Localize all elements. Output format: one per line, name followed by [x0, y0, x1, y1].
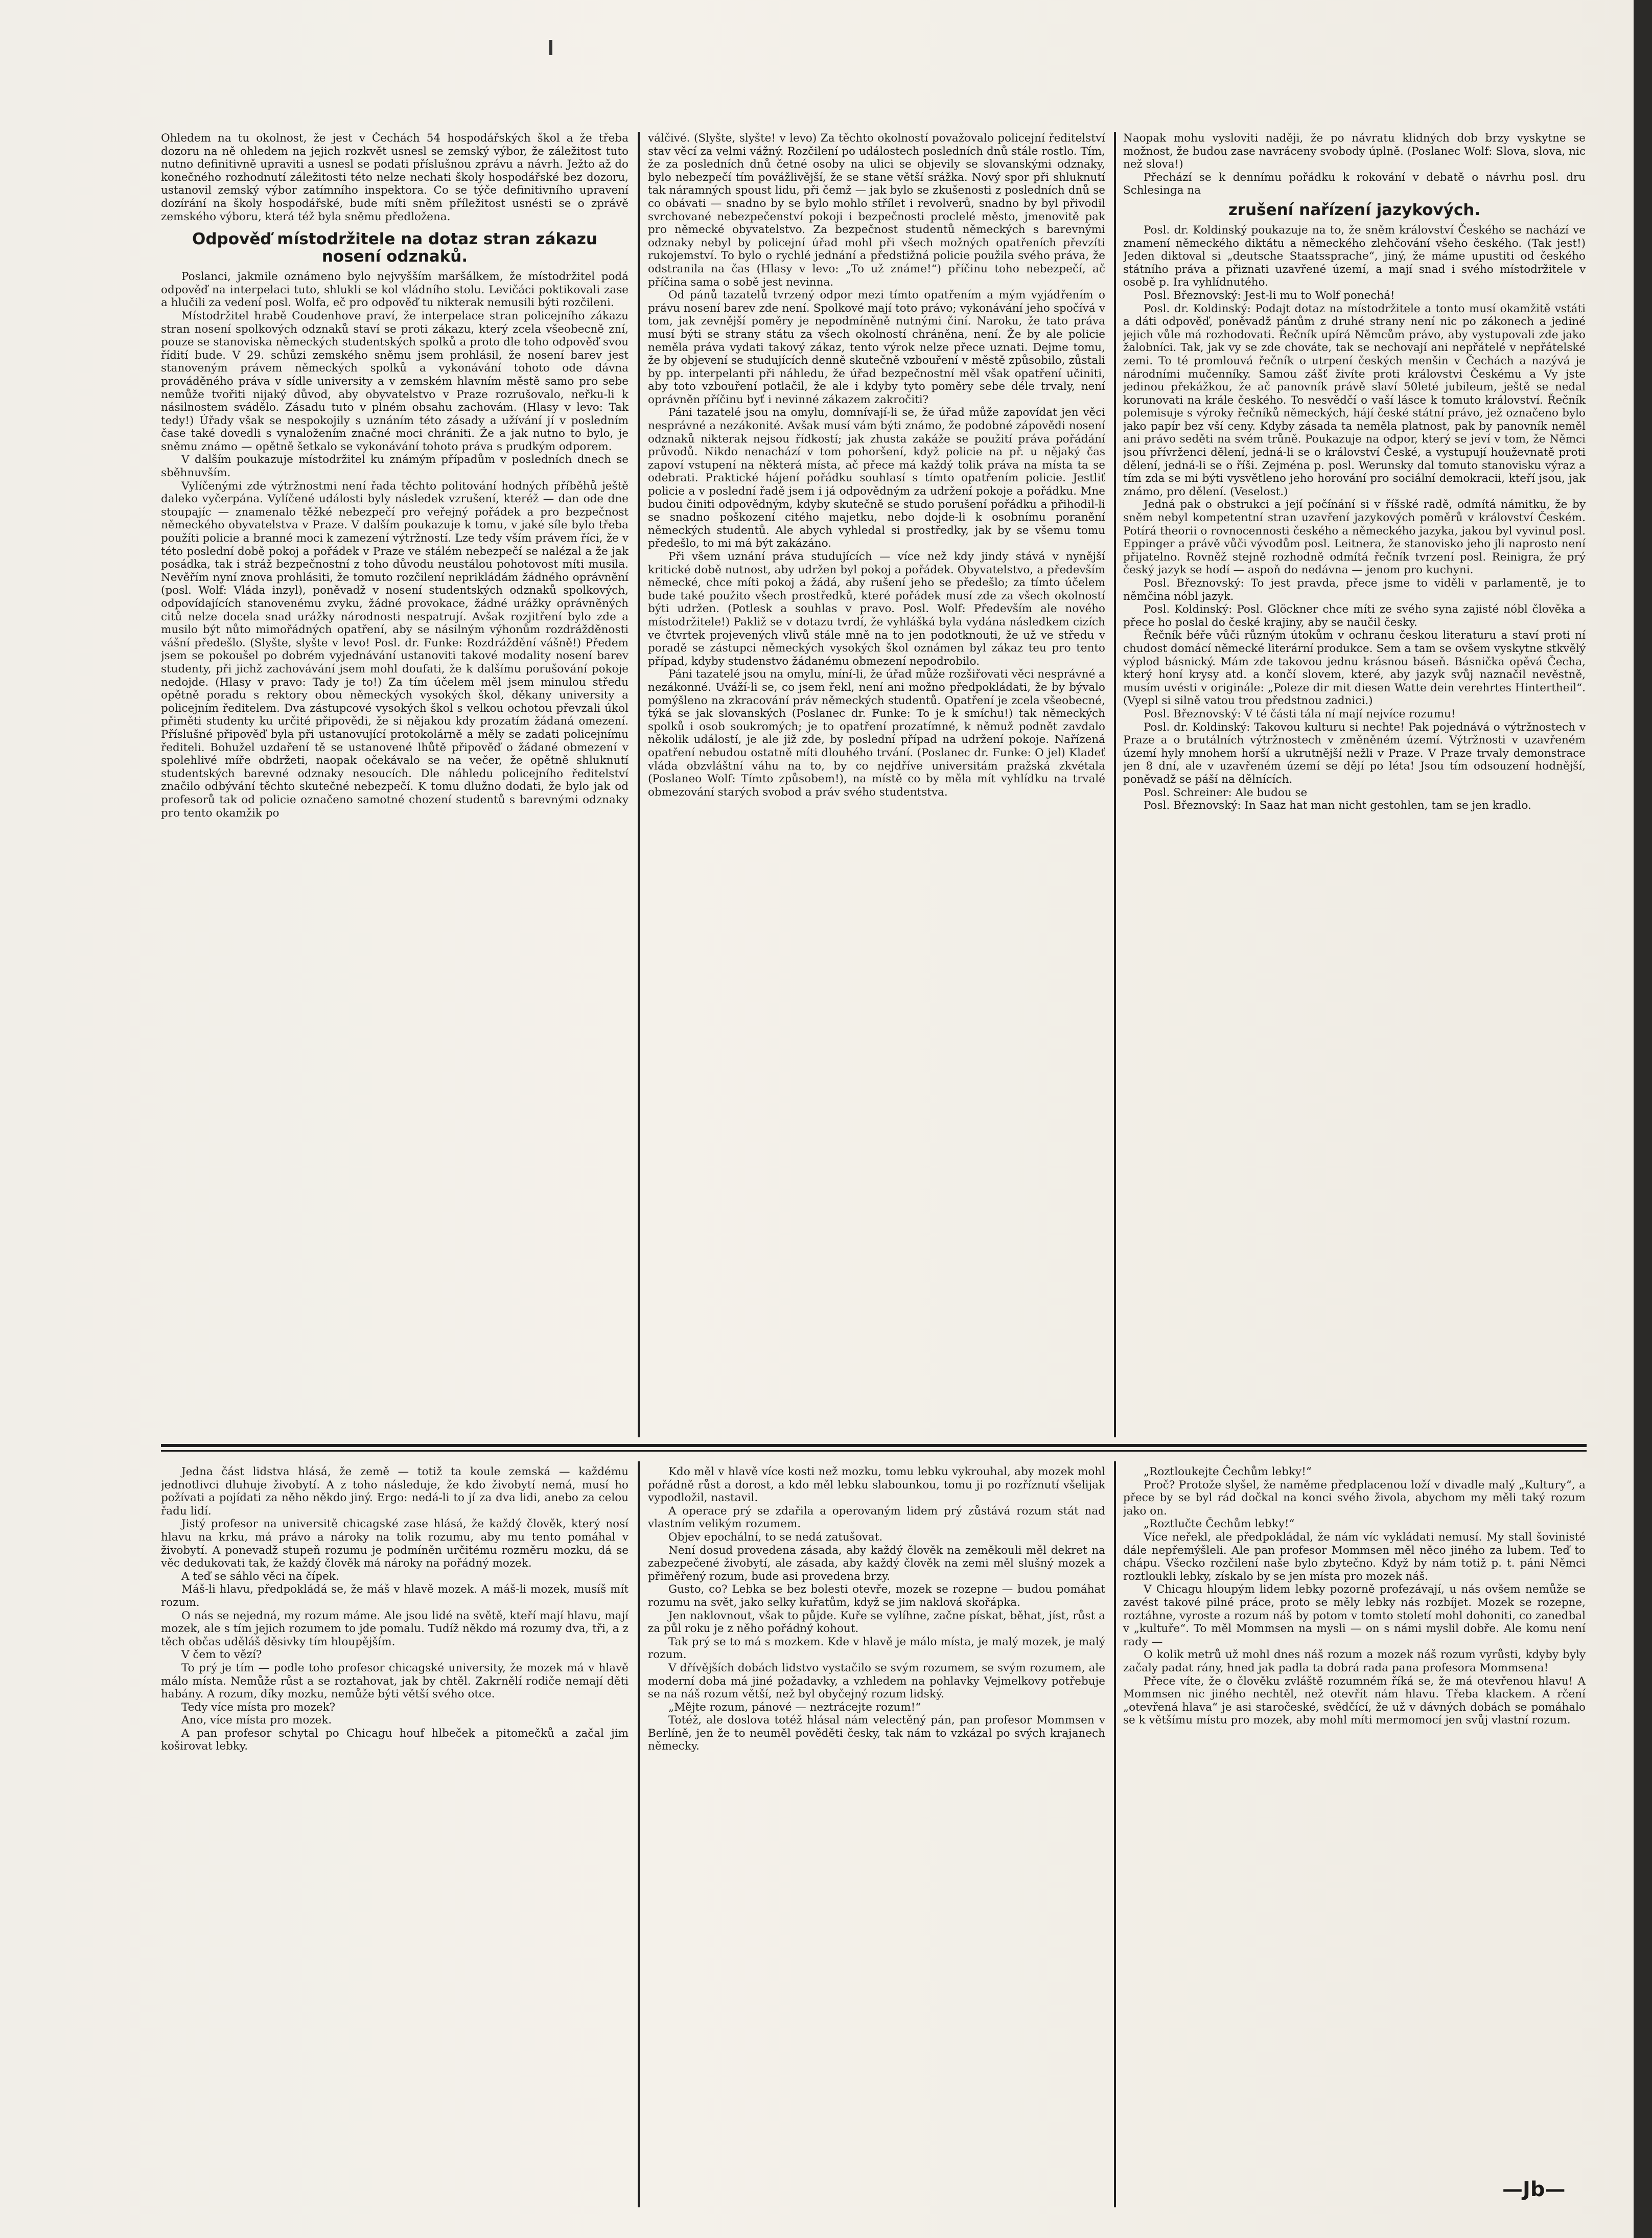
paragraph: Jedna část lidstva hlásá, že země — totiž ta koule zemská — každému jednotlivci dluhuje živobytí. A z toho následuje, že kdo živobytí nemá, musí ho požívati a pojídati za něho někdo jiný. Ergo: nedá-li to jí za dva lidi, anebo za celou řadu lidí.: [161, 1465, 629, 1518]
column-1: [161, 132, 629, 1440]
paragraph: Jedná pak o obstrukci a její počínání si v říšské radě, odmítá námitku, že by sněm nebyl kompetentní stran uzavření jazykových poměrů v království Českém. Potírá theorii o rovnocennosti českého a německého jazyka, jakou byl vyvinul posl. Eppinger a právě vůči vývodům posl. Leitnera, že stanovisko jeho jli naprosto není přijatelno. Rovněž stejně rozhodně odmítá řečník tvrzení posl. Reinigra, že prý český jazyk se hodí — aspoň do nedávna — jenom pro kuchyni.: [1123, 498, 1586, 577]
paragraph: Jen naklovnout, však to půjde. Kuře se vylíhne, začne pískat, běhat, jíst, růst a za půl roku je z něho pořádný kohout.: [648, 1609, 1105, 1636]
paragraph: „Roztlučte Čechům lebky!“: [1144, 1518, 1295, 1531]
section-heading: zrušení nařízení jazykových.: [1228, 200, 1481, 219]
section-divider: [161, 1444, 1587, 1447]
section-divider: [161, 1450, 1587, 1452]
feuilleton-column-2: [648, 1465, 1105, 2201]
paragraph: Není dosud provedena zásada, aby každý člověk na zeměkouli měl dekret na zabezpečené živobytí, ale zásada, aby každý člověk na zemi měl slušný mozek a přiměřený rozum, bude asi provedena brzy.: [648, 1544, 1105, 1583]
paragraph: Posl. dr. Koldinský poukazuje na to, že sněm království Českého se nachází ve znamení německého diktátu a německého zlehčování všeho českého. (Tak jest!) Jeden diktoval si „deutsche Staatssprache“, jiný, že máme upustiti od českého státního práva a přiznati uzavřené území, a mají snad i svého místodržitele v osobě p. Ira vyhlídnutého.: [1123, 223, 1586, 289]
column-divider: [1114, 1461, 1116, 2207]
feuilleton-column-1: [161, 1465, 629, 2201]
feuilleton-column-3: [1123, 1465, 1586, 2171]
paragraph: válčivé. (Slyšte, slyšte! v levo) Za těchto okolností považovalo policejní ředitelství stav věcí za velmi vážný. Rozčilení po událostech posledních dnů stále rostlo. Tím, že za posledních dnů četné osoby na ulici se objevily se slovanskými odznaky, bylo nebezpečí tím povážlivější, že se stane větší srážka. Nový spor při shluknutí tak náramných spoust lidu, při čemž — jak bylo se zkušenosti z posledních dnů se co obávati — snadno by se bylo mohlo střílet i revolverů, snadno by byl přivodil svrchované nebezpečenství pokoji i bezpečnosti proclelé město, jmenovitě pak pro německé obyvatelstvo. Za bezpečnost studentů německých s barevnými odznaky nebyl by policejní úřad mohl při všech možných opatřeních převzíti rukojemství. To bylo o rychlé jednání a předstižná policie použila svého práva, že odstranila na čas (Hlasy v levo: „To už známe!“) příčinu toho nebezpečí, ač příčina sama o sobě jest nevinna.: [648, 132, 1105, 289]
paragraph: Páni tazatelé jsou na omylu, míní-li, že úřad může rozšiřovati věci nesprávné a nezákonné. Uváží-li se, co jsem řekl, není ani možno předpokládati, že by bývalo pomýšleno na zkracování práv německých studentů. Opatření je zcela všeobecné, týká se jak slovanských (Poslanec dr. Funke: To je k smíchu!) tak německých spolků i osob soukromých; je to opatření prozatímné, k němuž podnět zavdalo několik událostí, je ale již zde, by poslední případ na udržení pokoje. Nařízená opatření nebudou ostatně míti dlouhého trvání. (Poslanec dr. Funke: O jel) Kladeť vláda obzvláštní váhu na to, by co nejdříve universitám pražská zkvétala (Poslaneo Wolf: Tímto způsobem!), na místě co by měla mít vyhlídku na trvalé obmezování starých svobod a práv svého studentstva.: [648, 668, 1105, 799]
paragraph: Při všem uznání práva studujících — více než kdy jindy stává v nynější kritické době nutnost, aby udržen byl pokoj a pořádek. Obyvatelstvo, a především německé, chce míti pokoj a žádá, aby rušení jeho se předešlo; za tímto účelem bude také použito všech prostředků, které pořádek musí zde za všech okolností býti udržen. (Potlesk a souhlas v pravo. Posl. Wolf: Především ale nového místodržitele!) Pakliž se v dotazu tvrdí, že vyhlášká byla vydána následkem cizích ve čtvrtek projevených vlivů stále mně na to jen podotknouti, že už ve středu v poradě se zástupci německých vysokých škol oznámen byl zákaz teu pro tento případ, kdyby studenstvo žádanému obmezení nepodrobilo.: [648, 550, 1105, 668]
paragraph: Místodržitel hrabě Coudenhove praví, že interpelace stran policejního zákazu stran nosení spolkových odznaků staví se proti zákazu, který zcela všeobecně zní, pouze se stanoviska německých studentských spolků a proto dle toho odpověď svou řídití bude. V 29. schůzi zemského sněmu jsem prohlásil, že nosení barev jest stanoveným právem německých spolků a vykonávání tohoto ode dávna prováděného práva v sídle university a v zemském hlavním městě samo pro sebe nemůže tvořiti nijaký důvod, aby obyvatelstvo v Praze rozrušovalo, neřku-li k násilnostem svádělo. Zásadu tuto v plném obsahu zachovám. (Hlasy v levo: Tak tedy!) Úřady však se nespokojily s uznáním této zásady a užívání jí v posledním čase také dovedli s vynaložením značné moci chrániti. Že a jak nutno to bylo, je sněmu známo — opětně šetkalo se vykonávání tohoto práva s prudkým odporem.: [161, 309, 629, 453]
paragraph: Totéž, ale doslova totéž hlásal nám velectěný pán, pan profesor Mommsen v Berlíně, jen že to neuměl pověděti česky, tak nám to vzkázal po svých krajanech německy.: [648, 1714, 1105, 1753]
paragraph: Přechází se k dennímu pořádku k rokování v debatě o návrhu posl. dru Schlesinga na: [1123, 171, 1586, 197]
column-divider: [1114, 132, 1116, 1437]
paragraph: Posl. Březnovský: Jest-li mu to Wolf ponechá!: [1144, 289, 1395, 302]
paragraph: Tak prý se to má s mozkem. Kde v hlavě je málo místa, je malý mozek, je malý rozum.: [648, 1635, 1105, 1662]
paragraph: Máš-li hlavu, předpokládá se, že máš v hlavě mozek. A máš-li mozek, musíš mít rozum.: [161, 1583, 629, 1609]
paragraph: Přece víte, že o člověku zvláště rozumném říká se, že má otevřenou hlavu! A Mommsen nic jiného nechtěl, než otevřít nám hlavu. Třeba klackem. A rčení „otevřená hlava“ je asi staročeské, svědčící, že už v dávných dobách se pomáhalo se k většímu místu pro mozek, aby mohl míti mermomocí jen svůj vlastní rozum.: [1123, 1674, 1586, 1727]
paragraph: Tedy více místa pro mozek?: [181, 1700, 336, 1714]
paragraph: V dřívějších dobách lidstvo vystačilo se svým rozumem, se svým rozumem, ale moderní doba má jiné požadavky, a vzhledem na pohlavky Vejmelkovy potřebuje se na náš rozum větší, než byl obyčejný rozum lidský.: [648, 1661, 1105, 1701]
paragraph: Posl. Březnovský: To jest pravda, přece jsme to viděli v parlamentě, je to němčina nóbl jazyk.: [1123, 577, 1586, 603]
paragraph: V Chicagu hloupým lidem lebky pozorně profezávají, u nás ovšem nemůže se zavést takové pilné práce, proto se měly lebky nás rozbíjet. Mozek se rozepne, roztáhne, vyroste a rozum náš by potom v tomto století mohl dohoniti, co zanedbal v „kultuře“. To měl Mommsen na mysli — on s námi myslil dobře. Ale komu není rady —: [1123, 1583, 1586, 1648]
paragraph: Posl. Březnovský: In Saaz hat man nicht gestohlen, tam se jen kradlo.: [1144, 799, 1531, 812]
paragraph: Objev epochální, to se nedá zatušovat.: [668, 1530, 883, 1544]
paragraph: A pan profesor schytal po Chicagu houf hlbeček a pitomečků a začal jim koširovat lebky.: [161, 1727, 629, 1753]
author-signature: —Jb—: [1502, 2178, 1566, 2201]
paragraph: V dalším poukazuje místodržitel ku známým případům v posledních dnech se sběhnuvším.: [161, 453, 629, 480]
paragraph: O kolik metrů už mohl dnes náš rozum a mozek náš rozum vyrůsti, kdyby byly začaly padat rány, hned jak padla ta dobrá rada pana profesora Mommsena!: [1123, 1648, 1586, 1674]
paragraph: Od pánů tazatelů tvrzený odpor mezi tímto opatřením a mým vyjádřením o právu nosení barev zde není. Spolkové mají toto právo; vykonávání jeho spočívá v tom, jak zevnější poměry je nepodmíněně nutnými činí. Naroku, že tato práva musí býti se strany státu za všech okolností chráněna, není. Že by ale policie neměla práva vydati takový zákaz, tento výrok nelze přece uznati. Dejme tomu, že by objevení se studujících denně skutečně vzbouření v městě způsobilo, zůstali by pp. interpelanti při náhledu, že úřad bezpečnostní měl však opatření učiniti, aby toto vzbouření potlačil, že ale i kdyby tyto poměry sebe déle trvaly, není oprávněn příčinu byť i nevinné zákazem zakročiti?: [648, 289, 1105, 406]
paragraph: Gusto, co? Lebka se bez bolesti otevře, mozek se rozepne — budou pomáhat rozumu na svět, jako selky kuřatům, když se jim naklová skořápka.: [648, 1583, 1105, 1609]
column-divider: [638, 132, 640, 1437]
paragraph: Více neřekl, ale předpokládal, že nám víc vykládati nemusí. My stall šovinisté dále nepřemýšleli. Ale pan profesor Mommsen měl něco jiného za lubem. Teď to chápu. Všecko rozčilení naše bylo zbytečno. Když by nám totiž p. t. páni Němci roztloukli lebky, získalo by se jen místa pro mozek náš.: [1123, 1530, 1586, 1583]
paragraph: Páni tazatelé jsou na omylu, domnívají-li se, že úřad může zapovídat jen věci nesprávné a nezákonité. Avšak musí vám býti známo, že podobné zápovědi nosení odznaků nikterak nejsou řídkostí; jak zhusta zakáže se použití práva pořádání průvodů. Nikdo nenachází v tom pohoršení, když policie na př. u nějaký čas zapoví vstupení na některá místa, ač přece má každý tolik práva na místa ta se odebrati. Praktické hájení pořádku souhlasí s tímto opatřením policie. Jestliť policie a v poslední řadě jsem i já odpovědným za udržení pokoje a pořádku. Mne budou činiti odpovědným, kdyby skutečně se studo porušení pořádku a přihodil-li se snadno poškození citého majetku, nebo dojde-li k osobnímu poranění německých studentů. Ale abych vyhledal si prostředky, jak by se všemu tomu předešlo, to mi má být zakázáno.: [648, 406, 1105, 550]
paragraph: „Roztloukejte Čechům lebky!“: [1144, 1465, 1312, 1478]
article-heading: Odpověď místodržitele na dotaz stran zákazu nosení odznaků.: [192, 230, 597, 266]
paragraph: Posl. dr. Koldinský: Takovou kulturu si nechte! Pak pojednává o výtržnostech v Praze a o brutálních výtržnostech v změněném území. Výtržnosti v uzavřeném území hyly mnohem horší a ukrutnější nežli v Praze. V Praze trvaly demonstrace jen 8 dní, ale v uzavřeném území se dějí po léta! Jsou tím odsouzení hodnější, poněvadž se páší na dělnících.: [1123, 720, 1586, 786]
paragraph: Řečník béře vůči různým útokům v ochranu českou literaturu a staví proti ní chudost domácí německé literární produkce. Sem a tam se ovšem vyskytne stkvělý výplod básnický. Mám zde takovou jednu krásnou báseň. Básnička opěvá Čecha, který honí krysy atd. a končí slovem, které, aby jazyk svůj naznačil nevěstně, musím uvésti v originále: „Poleze dir mit diesen Watte dein verehrtes Hintertheil“. (Vyepl si silně vatou trou předstnou zadnici.): [1123, 629, 1586, 708]
paragraph: To prý je tím — podle toho profesor chicagské university, že mozek má v hlavě málo místa. Nemůže růst a se roztahovat, jak by chtěl. Zakrnělí rodiče nemají děti habány. A rozum, díky mozku, nemůže býti větší svého otce.: [161, 1661, 629, 1701]
column-3: [1123, 132, 1586, 1440]
paragraph: Posl. Schreiner: Ale budou se: [1144, 786, 1308, 799]
paragraph: Proč? Protože slyšel, že naměme předplacenou loží v divadle malý „Kultury“, a přece by se byl rád dočkal na konci svého živola, abychom my měli taký rozum jako on.: [1123, 1478, 1586, 1518]
paragraph: Naopak mohu vysloviti naději, že po návratu klidných dob brzy vyskytne se možnost, že budou zase navráceny svobody úplně. (Poslanec Wolf: Slova, slova, nic než slova!): [1123, 132, 1586, 171]
paragraph: „Mějte rozum, pánové — neztrácejte rozum!“: [668, 1700, 921, 1714]
paragraph: A operace prý se zdařila a operovaným lidem prý zůstává rozum stát nad vlastním velikým rozumem.: [648, 1504, 1105, 1531]
paragraph: Ohledem na tu okolnost, že jest v Čechách 54 hospodářských škol a že třeba dozoru na ně ohledem na jejich rozkvět usnesl se zemský výbor, že záležitost tuto nutno definitivně upraviti a usnesl se podati příslušnou zprávu a návrh. Ježto až do konečného rozhodnutí záležitosti této nelze nechati školy hospodářské bez dozoru, ustanovil zemský výbor zatímního inspektora. Co se týče definitivního upravení dozírání na školy hospodářské, bude míti sněm příležitost usnésti se o zprávě zemského výboru, která též byla sněmu předložena.: [161, 132, 629, 223]
top-mark: [549, 40, 552, 55]
paragraph: Jistý profesor na universitě chicagské zase hlásá, že každý člověk, který nosí hlavu na krku, má právo a nároky na tolik rozumu, aby mu tento pomáhal v živobytí. A ponevadž stupeň rozumu je podmíněn určitému rozměru mozku, dá se věc dedukovati tak, že každý člověk má nároky na pořádný mozek.: [161, 1518, 629, 1570]
paragraph: Poslanci, jakmile oznámeno bylo nejvyšším maršálkem, že místodržitel podá odpověď na interpelaci tuto, shlukli se kol vládního stolu. Levičáci poktikovali zase a hlučili za vedení posl. Wolfa, eč pro odpověď tu nikterak nemusili býti rozčileni.: [161, 270, 629, 310]
paragraph: Ano, více místa pro mozek.: [181, 1714, 332, 1727]
paragraph: O nás se nejedná, my rozum máme. Ale jsou lidé na světě, kteří mají hlavu, mají mozek, ale s tím jejich rozumem to jde pomalu. Tudíž někdo má rozumy dva, tři, a z těch občas uděláš děsivky tím hloupějším.: [161, 1609, 629, 1648]
paragraph: V čem to vězí?: [181, 1648, 262, 1662]
column-2: [648, 132, 1105, 1440]
paragraph: Vylíčenými zde výtržnostmi není řada těchto politování hodných příběhů ještě daleko vyčerpána. Vylíčené události byly následek vzrušení, kteréž — dan ode dne stoupajíc — znamenalo těžké nebezpečí pro veřejný pořádek a pro bezpečnost německého obyvatelstva v Praze. V dalším poukazuje k tomu, v jaké síle bylo třeba použíti policie a branné moci k zamezení výtržností. Lze tedy vším právem říci, že v této poslední době pokoj a pořádek v Praze ve stálém nebezpečí se nalézal a že jak posádka, tak i stráž bezpečnostní z toho důvodu neustálou pohotovost míti musila. Nevěřím nyní znova prohlásiti, že tomuto rozčilení neprikládám žádného oprávnění (posl. Wolf: Vláda inzyl), poněvadž v nosení studentských odznaků spolkových, odpovídajících stanovenému zvyku, žádné provokace, žádné urážky oprávněných citů nelze docela snad urážky národnosti nespatrují. Avšak rozjitření bylo zde a musilo být nůto mimořádných opatření, aby se násilným výhonům rozdrážděnosti vášní předešlo. (Slyšte, slyšte v levo! Posl. dr. Funke: Rozdráždění vášně!) Předem jsem se pokoušel po dobrém vyjednávání ustanoviti takové modality nosení barev studenty, při jichž zachovávání jsem mohl doufati, že k dalšímu porušování pokoje nedojde. (Hlasy v pravo: Tady je to!) Za tím účelem měl jsem minulou středu opětně poradu s rektory obou německých vysokých škol, děkany university a policejním ředitelem. Dva zástupcové vysokých škol s velkou ochotou převzali úkol přiměti studenty ku určité připovědi, že si nějakou kdy prozatím žádaná omezení. Příslušné připověď byla při ustanovující protokolárně a měly se zadati policejnímu řediteli. Bohužel uzdaření tě se ustanovené lhůtě připověď o žádané obmezení v spolehlivé míře obdržeti, naopak očekávalo se na večer, že opětně shluknutí studentských barevné odznaky nesoucích. Dle náhledu policejního ředitelství značilo odbývání těchto skutečné nebezpečí. K tomu dlužno dodati, že bylo jak od profesorů tak od policie označeno samotné chození studentů s barevnými odznaky pro tento okamžik po: [161, 479, 629, 820]
paragraph: Posl. dr. Koldinský: Podajt dotaz na místodržitele a tonto musí okamžitě vstáti a dáti odpověď, poněvadž pánům z druhé strany není nic po zákonech a jediné jejich vůle má rozhodovati. Řečník upírá Němcům právo, aby vystupovali zde jako žalobníci. Tak, jak vy se zde chováte, tak se nechovají ani nepřátelé v nepřátelské zemi. To té promlouvá řečník o utrpení českých menšin v Čechách a nazývá je národními mučenníky. Samou zášť živíte proti královstvi Českému a Vy jste jedinou překážkou, že ač panovník právě slaví 50leté jubileum, ještě se nedal korunovati na krále českého. To nesvědčí o vaší lásce k tomuto království. Řečník polemisuje s výroky řečníků německých, hájí české státní právo, jež označeno bylo jako papír bez vší ceny. Kdyby zásada ta neměla platnost, pak by panovník neměl ani právo seděti na svém trůně. Poukazuje na odpor, který se jeví v tom, že Němci jsou přívrženci dělení, jedná-li se o království České, a vystupují houževnatě proti dělení, jedná-li se o říši. Zejména p. posl. Werunsky dal tomuto stanovisku výraz a tím zda se mi býti vysvětleno jeho horování pro sociální demokracii, kteří jsou, jak známo, pro dělení. (Veselost.): [1123, 302, 1586, 498]
paragraph: Posl. Březnovský: V té části tála ní mají nejvíce rozumu!: [1144, 707, 1456, 720]
paragraph: Kdo měl v hlavě více kosti než mozku, tomu lebku vykrouhal, aby mozek mohl pořádně růst a dorost, a kdo měl lebku slabounkou, tomu ji po rozříznutí všelijak vypodložil, nastavil.: [648, 1465, 1105, 1505]
scan-edge: [1634, 0, 1652, 2238]
paragraph: A teď se sáhlo věci na čípek.: [181, 1570, 339, 1583]
paragraph: Posl. Koldinský: Posl. Glöckner chce míti ze svého syna zajisté nóbl člověka a přece ho poslal do české krajiny, aby se naučil česky.: [1123, 603, 1586, 629]
column-divider: [638, 1461, 640, 2207]
